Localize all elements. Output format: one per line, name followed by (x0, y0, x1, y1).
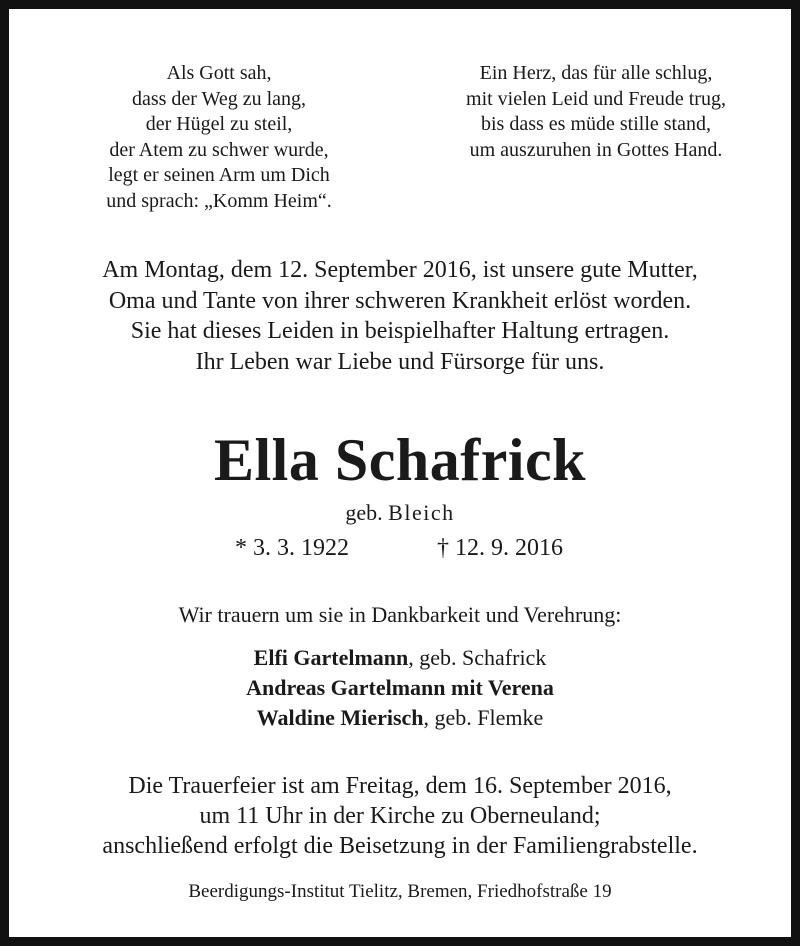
family-list (9, 643, 791, 733)
family-member-suffix: , geb. Flemke (423, 705, 544, 730)
maiden-name-line (9, 499, 791, 527)
family-member (9, 643, 791, 673)
poem-left (69, 61, 369, 214)
family-member-name: Waldine Mierisch (256, 705, 424, 730)
family-member-name: Elfi Gartelmann (253, 645, 409, 670)
maiden-name: Bleich (388, 500, 455, 525)
mourning-line: Wir trauern um sie in Dankbarkeit und Verehrung: (178, 602, 622, 627)
announcement-line: Oma und Tante von ihrer schweren Krankheit erlöst worden. (108, 287, 692, 314)
poem-line: dass der Weg zu lang, (131, 87, 307, 110)
poem-line: der Hügel zu steil, (145, 113, 293, 135)
death-announcement (9, 255, 791, 377)
poem-line: mit vielen Leid und Freude trug, (466, 87, 726, 110)
service-line: anschließend erfolgt die Beisetzung in der Familiengrabstelle. (102, 833, 698, 859)
poem-line: der Atem zu schwer wurde, (109, 138, 329, 161)
family-member (9, 673, 791, 703)
poem-line: Als Gott sah, (166, 62, 272, 84)
poem-right (437, 61, 755, 163)
deceased-name: Ella Schafrick (213, 427, 586, 493)
family-member-name: Andreas Gartelmann mit Verena (246, 675, 554, 700)
death-date: † 12. 9. 2016 (437, 535, 563, 561)
announcement-line: Ihr Leben war Liebe und Fürsorge für uns. (195, 348, 605, 375)
birth-date: * 3. 3. 1922 (235, 535, 349, 561)
poem-line: bis dass es müde stille stand, (481, 113, 711, 135)
undertaker-info: Beerdigungs-Institut Tielitz, Bremen, Friedhofstraße 19 (188, 881, 612, 902)
poem-line: um auszuruhen in Gottes Hand. (469, 138, 723, 161)
maiden-label: geb. (345, 500, 383, 525)
announcement-line: Sie hat dieses Leiden in beispielhafter Haltung ertragen. (130, 318, 670, 344)
service-line: Die Trauerfeier ist am Freitag, dem 16. September 2016, (128, 773, 672, 799)
announcement-line: Am Montag, dem 12. September 2016, ist unsere gute Mutter, (102, 257, 698, 283)
funeral-service-info (9, 771, 791, 861)
service-line: um 11 Uhr in der Kirche zu Oberneuland; (199, 803, 601, 829)
family-member (9, 703, 791, 733)
poem-line: und sprach: „Komm Heim“. (106, 189, 332, 212)
poem-line: Ein Herz, das für alle schlug, (479, 62, 713, 84)
family-member-suffix: , geb. Schafrick (408, 645, 547, 670)
poem-line: legt er seinen Arm um Dich (108, 164, 330, 186)
